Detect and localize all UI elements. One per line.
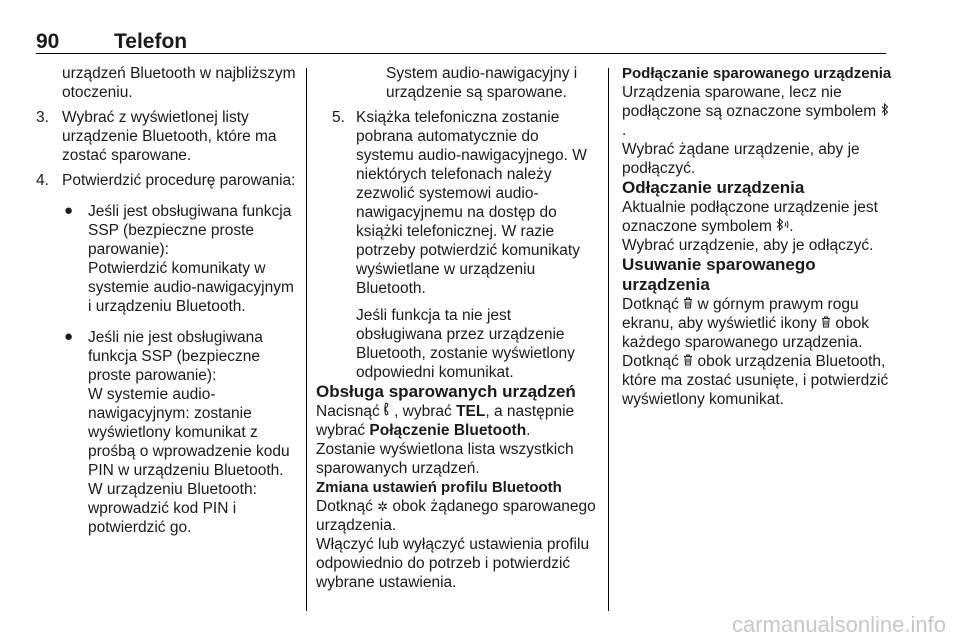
list-item-4 (36, 171, 298, 190)
continued-text: urządzeń Bluetooth w najbliższym otoczeniu. (62, 65, 296, 101)
bullet-text: Potwierdzić komunikaty w systemie audio-nawigacyjnym i urządzeniu Bluetooth. (88, 260, 294, 315)
page-title: Telefon (114, 30, 188, 53)
bluetooth-connected-icon (776, 217, 789, 236)
list-text: Wybrać z wyświetlonej listy urządzenie Bluetooth, które ma zostać sparowane. (62, 109, 277, 164)
section-heading: Odłączanie urządzenia (622, 178, 805, 197)
paragraph: Dotknąć w górnym prawym rogu ekranu, aby wyświetlić ikony obok każdego sparowanego urządzenia. (622, 296, 869, 351)
paragraph: Zostanie wyświetlona lista wszystkich sparowanych urządzeń. (316, 441, 574, 477)
list-text: Potwierdzić procedurę parowania: (62, 172, 296, 189)
paragraph: Włączyć lub wyłączyć ustawienia profilu odpowiednio do potrzeb i potwierdzić wybrane ustawienia. (316, 536, 590, 591)
paragraph: Urządzenia sparowane, lecz nie podłączone są oznaczone symbolem . (622, 83, 892, 140)
page-header (36, 30, 886, 53)
column-3 (622, 64, 892, 409)
bluetooth-connection-label: Połączenie Bluetooth (369, 422, 527, 439)
bullet-icon: ● (64, 328, 74, 345)
paragraph: Wybrać urządzenie, aby je odłączyć. (622, 237, 874, 254)
trash-icon (683, 295, 693, 314)
watermark: carmanualsonline.info (731, 612, 946, 637)
paragraph: Nacisnąć , wybrać TEL, a następnie wybrać Połączenie Bluetooth. (316, 403, 575, 439)
page-number: 90 (36, 30, 60, 53)
list-number: 3. (36, 109, 49, 126)
bluetooth-icon (881, 102, 889, 121)
trash-icon (683, 352, 693, 371)
section-heading: Podłączanie sparowanego urządzenia (622, 65, 892, 82)
column-divider-1 (306, 68, 307, 611)
tel-label: TEL (456, 403, 486, 420)
list-number: 5. (332, 109, 345, 126)
bullet-title: Jeśli jest obsługiwana funkcja SSP (bezpieczne proste parowanie): (88, 203, 292, 258)
gear-icon: ✲ (377, 499, 389, 514)
column-1 (36, 64, 298, 537)
bullet-title: Jeśli nie jest obsługiwana funkcja SSP (bezpieczne proste parowanie): (88, 329, 263, 384)
header-divider (36, 53, 886, 54)
section-heading: Obsługa sparowanych urządzeń (316, 382, 576, 401)
continued-text: System audio-nawigacyjny i urządzenie są sparowane. (386, 65, 578, 101)
section-heading: Usuwanie sparowanego urządzenia (622, 255, 816, 294)
list-number: 4. (36, 172, 49, 189)
paragraph: Wybrać żądane urządzenie, aby je podłączyć. (622, 141, 860, 177)
paragraph: Dotknąć obok urządzenia Bluetooth, które ma zostać usunięte, i potwierdzić wyświetlony komunikat. (622, 353, 889, 408)
list-text-2: Jeśli funkcja ta nie jest obsługiwana przez urządzenie Bluetooth, zostanie wyświetlony odpowiedni komunikat. (356, 307, 575, 381)
bullet-ssp-not-supported (36, 328, 298, 385)
paragraph: Aktualnie podłączone urządzenie jest oznaczone symbolem . (622, 199, 878, 235)
column-2 (316, 64, 598, 592)
phone-icon (384, 402, 394, 421)
paragraph: Dotknąć ✲ obok żądanego sparowanego urządzenia. (316, 498, 596, 534)
section-heading: Zmiana ustawień profilu Bluetooth (316, 479, 562, 496)
bullet-icon: ● (64, 202, 74, 219)
trash-icon (821, 314, 831, 333)
column-divider-2 (608, 68, 609, 611)
list-text: Książka telefoniczna zostanie pobrana automatycznie do systemu audio-nawigacyjnego. W niektórych telefonach należy zezwolić systemowi audio-nawigacyjnemu na dostęp do książki telefonicznej. W razie potrzeby potwierdzić komunikaty wyświetlane w urządzeniu Bluetooth. (356, 109, 587, 297)
bullet-text: W systemie audio-nawigacyjnym: zostanie wyświetlony komunikat z prośbą o wprowadzenie kodu PIN w urządzeniu Bluetooth. (88, 386, 290, 479)
list-item-3 (36, 108, 298, 165)
list-item-5 (316, 108, 598, 298)
bullet-ssp-supported (36, 202, 298, 259)
bullet-text: W urządzeniu Bluetooth: wprowadzić kod PIN i potwierdzić go. (88, 481, 257, 536)
